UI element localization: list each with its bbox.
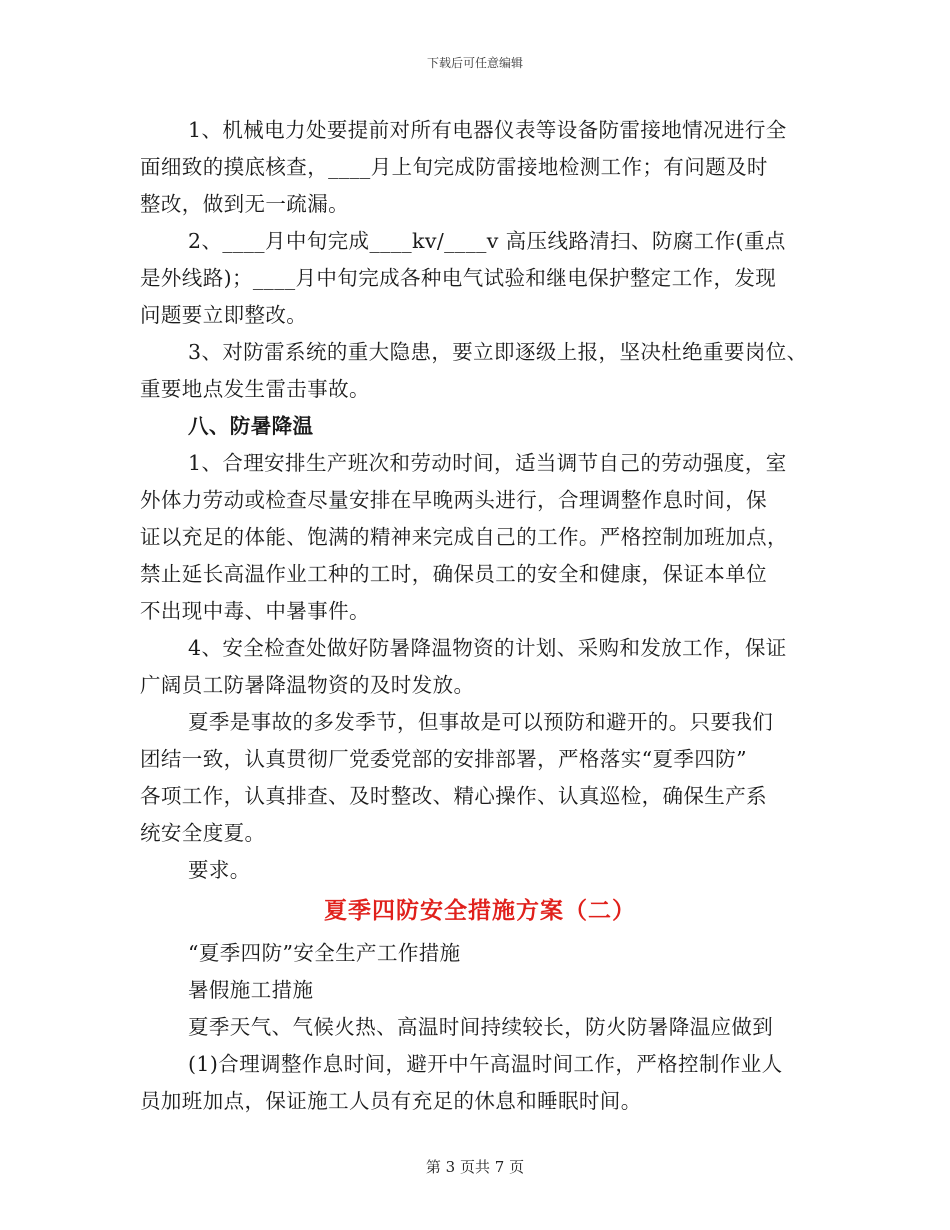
- text-line-requirement: 要求。: [188, 858, 251, 882]
- paragraph-rest-schedule: [140, 1046, 820, 1120]
- text-line: 外体力劳动或检查尽量安排在早晚两头进行，合理调整作息时间，保: [140, 488, 767, 512]
- text-line: 是外线路)；____月中旬完成各种电气试验和继电保护整定工作，发现: [140, 266, 777, 290]
- text-line: 4、安全检查处做好防暑降温物资的计划、采购和发放工作，保证: [188, 636, 787, 660]
- text-line: (1)合理调整作息时间，避开中午高温时间工作，严格控制作业人: [188, 1052, 783, 1076]
- text-line: 不出现中毒、中暑事件。: [140, 599, 370, 623]
- text-line-weather: 夏季天气、气候火热、高温时间持续较长，防火防暑降温应做到: [188, 1015, 774, 1039]
- subheading-summer-construction: 暑假施工措施: [188, 978, 314, 1002]
- text-line: 整改，做到无一疏漏。: [140, 192, 349, 216]
- text-line: 2、____月中旬完成____kv/____v 高压线路清扫、防腐工作(重点: [188, 229, 786, 253]
- text-line: 面细致的摸底核查，____月上旬完成防雷接地检测工作；有问题及时: [140, 155, 768, 179]
- text-line: 夏季是事故的多发季节，但事故是可以预防和避开的。只要我们: [188, 710, 774, 734]
- text-line: 统安全度夏。: [140, 821, 266, 845]
- section-title: 夏季四防安全措施方案（二）: [324, 897, 636, 924]
- section-heading-heat-prevention: 八、防暑降温: [188, 414, 314, 438]
- text-line: 禁止延长高温作业工种的工时，确保员工的安全和健康，保证本单位: [140, 562, 767, 586]
- text-line: 1、合理安排生产班次和劳动时间，适当调节自己的劳动强度，室: [188, 451, 787, 475]
- subheading-four-prevention: “夏季四防”安全生产工作措施: [188, 941, 461, 965]
- text-line: 1、机械电力处要提前对所有电器仪表等设备防雷接地情况进行全: [188, 118, 787, 142]
- paragraph-high-voltage-lines: [140, 223, 820, 334]
- text-line: 员加班加点，保证施工人员有充足的休息和睡眠时间。: [140, 1089, 642, 1113]
- text-line: 重要地点发生雷击事故。: [140, 377, 370, 401]
- paragraph-lightning-grounding: [140, 112, 820, 223]
- document-body: [140, 112, 820, 1120]
- text-line: 问题要立即整改。: [140, 303, 308, 327]
- paragraph-cooling-supplies: [140, 630, 820, 704]
- text-line: 团结一致，认真贯彻厂党委党部的安排部署，严格落实“夏季四防”: [140, 747, 747, 771]
- text-line: 广阔员工防暑降温物资的及时发放。: [140, 673, 475, 697]
- text-line: 证以充足的体能、饱满的精神来完成自己的工作。严格控制加班加点，: [140, 525, 788, 549]
- text-line: 3、对防雷系统的重大隐患，要立即逐级上报，坚决杜绝重要岗位、: [188, 340, 808, 364]
- paragraph-work-schedule: [140, 445, 820, 630]
- paragraph-lightning-hazards: [140, 334, 820, 408]
- paragraph-summary: [140, 704, 820, 852]
- text-line: 各项工作，认真排查、及时整改、精心操作、认真巡检，确保生产系: [140, 784, 767, 808]
- page-footer: 第 3 页共 7 页: [425, 1158, 525, 1176]
- page-header: 下载后可任意编辑: [426, 56, 523, 70]
